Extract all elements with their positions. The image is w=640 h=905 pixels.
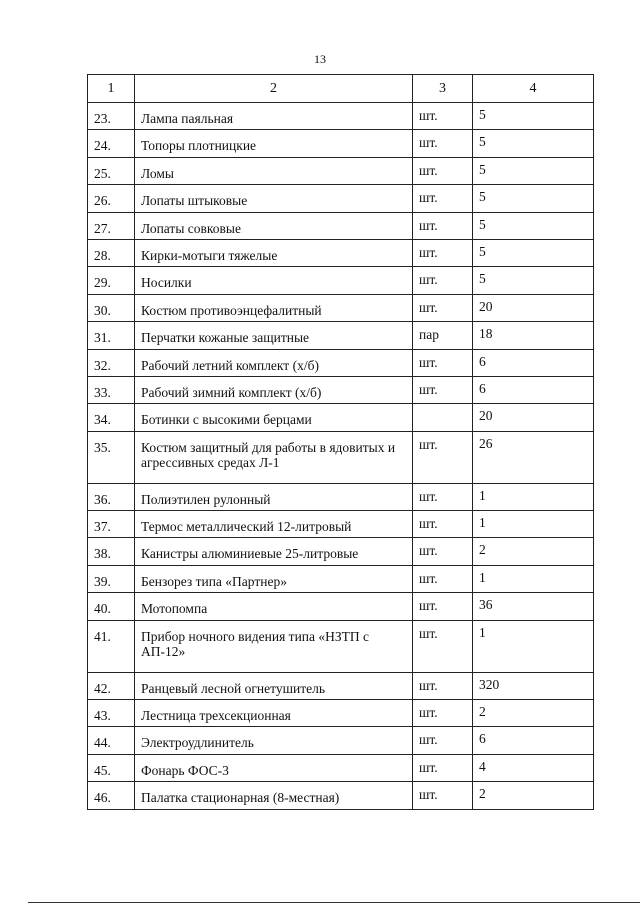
row-number: 36. bbox=[88, 483, 135, 510]
item-quantity: 6 bbox=[473, 349, 594, 376]
item-name: Носилки bbox=[135, 267, 413, 294]
row-number: 39. bbox=[88, 565, 135, 592]
table-row bbox=[88, 185, 594, 212]
item-unit: шт. bbox=[413, 511, 473, 538]
item-quantity: 4 bbox=[473, 754, 594, 781]
item-unit: шт. bbox=[413, 727, 473, 754]
table-row bbox=[88, 565, 594, 592]
item-unit: шт. bbox=[413, 157, 473, 184]
table-header-row bbox=[88, 75, 594, 103]
row-number: 23. bbox=[88, 103, 135, 130]
item-quantity: 5 bbox=[473, 267, 594, 294]
item-unit: шт. bbox=[413, 376, 473, 403]
item-quantity: 5 bbox=[473, 103, 594, 130]
table-row bbox=[88, 376, 594, 403]
table-row bbox=[88, 754, 594, 781]
item-name: Кирки-мотыги тяжелые bbox=[135, 239, 413, 266]
row-number: 46. bbox=[88, 782, 135, 809]
item-unit: шт. bbox=[413, 185, 473, 212]
item-quantity: 20 bbox=[473, 404, 594, 431]
item-quantity: 26 bbox=[473, 431, 594, 483]
header-col-2: 2 bbox=[135, 75, 413, 103]
row-number: 32. bbox=[88, 349, 135, 376]
header-col-3: 3 bbox=[413, 75, 473, 103]
item-quantity: 6 bbox=[473, 727, 594, 754]
table-row bbox=[88, 782, 594, 809]
row-number: 43. bbox=[88, 700, 135, 727]
item-name: Лопаты штыковые bbox=[135, 185, 413, 212]
item-name: Лампа паяльная bbox=[135, 103, 413, 130]
item-name: Лестница трехсекционная bbox=[135, 700, 413, 727]
item-quantity: 36 bbox=[473, 593, 594, 620]
item-unit: шт. bbox=[413, 349, 473, 376]
row-number: 40. bbox=[88, 593, 135, 620]
item-name: Прибор ночного видения типа «НЗТП с АП-12» bbox=[135, 620, 413, 672]
item-unit: шт. bbox=[413, 483, 473, 510]
table-row bbox=[88, 239, 594, 266]
item-unit: шт. bbox=[413, 593, 473, 620]
item-unit: шт. bbox=[413, 103, 473, 130]
table-row bbox=[88, 404, 594, 431]
item-quantity: 20 bbox=[473, 294, 594, 321]
row-number: 45. bbox=[88, 754, 135, 781]
table-row bbox=[88, 483, 594, 510]
table-row bbox=[88, 157, 594, 184]
item-unit: шт. bbox=[413, 538, 473, 565]
table-row bbox=[88, 538, 594, 565]
table-row bbox=[88, 130, 594, 157]
item-unit: шт. bbox=[413, 294, 473, 321]
table-row bbox=[88, 103, 594, 130]
item-unit: шт. bbox=[413, 267, 473, 294]
table-row bbox=[88, 700, 594, 727]
item-quantity: 5 bbox=[473, 239, 594, 266]
item-quantity: 1 bbox=[473, 483, 594, 510]
item-name: Рабочий зимний комплект (х/б) bbox=[135, 376, 413, 403]
item-name: Ранцевый лесной огнетушитель bbox=[135, 672, 413, 699]
row-number: 44. bbox=[88, 727, 135, 754]
item-unit: шт. bbox=[413, 672, 473, 699]
item-quantity: 6 bbox=[473, 376, 594, 403]
equipment-table bbox=[87, 74, 594, 810]
table-row bbox=[88, 294, 594, 321]
item-quantity: 5 bbox=[473, 185, 594, 212]
table-row bbox=[88, 511, 594, 538]
item-name: Полиэтилен рулонный bbox=[135, 483, 413, 510]
item-name: Лопаты совковые bbox=[135, 212, 413, 239]
table-row bbox=[88, 349, 594, 376]
item-unit: шт. bbox=[413, 620, 473, 672]
item-quantity: 1 bbox=[473, 620, 594, 672]
row-number: 25. bbox=[88, 157, 135, 184]
item-quantity: 1 bbox=[473, 565, 594, 592]
item-name: Рабочий летний комплект (х/б) bbox=[135, 349, 413, 376]
item-name: Топоры плотницкие bbox=[135, 130, 413, 157]
item-unit: шт. bbox=[413, 782, 473, 809]
item-unit: шт. bbox=[413, 754, 473, 781]
item-quantity: 1 bbox=[473, 511, 594, 538]
item-quantity: 2 bbox=[473, 782, 594, 809]
table-body bbox=[88, 103, 594, 810]
row-number: 27. bbox=[88, 212, 135, 239]
item-name: Костюм противоэнцефалитный bbox=[135, 294, 413, 321]
item-quantity: 2 bbox=[473, 700, 594, 727]
item-quantity: 5 bbox=[473, 130, 594, 157]
table-row bbox=[88, 672, 594, 699]
item-unit: шт. bbox=[413, 130, 473, 157]
table-row bbox=[88, 727, 594, 754]
row-number: 34. bbox=[88, 404, 135, 431]
item-unit: шт. bbox=[413, 431, 473, 483]
item-quantity: 5 bbox=[473, 157, 594, 184]
header-col-1: 1 bbox=[88, 75, 135, 103]
item-unit: пар bbox=[413, 322, 473, 349]
table-row bbox=[88, 322, 594, 349]
row-number: 30. bbox=[88, 294, 135, 321]
table-row bbox=[88, 593, 594, 620]
item-quantity: 320 bbox=[473, 672, 594, 699]
item-name: Ботинки с высокими берцами bbox=[135, 404, 413, 431]
table-row bbox=[88, 431, 594, 483]
row-number: 33. bbox=[88, 376, 135, 403]
bottom-scan-edge bbox=[28, 902, 640, 903]
page-number: 13 bbox=[314, 52, 326, 66]
table-row bbox=[88, 212, 594, 239]
row-number: 26. bbox=[88, 185, 135, 212]
item-name: Мотопомпа bbox=[135, 593, 413, 620]
item-name: Ломы bbox=[135, 157, 413, 184]
item-quantity: 18 bbox=[473, 322, 594, 349]
item-name: Бензорез типа «Партнер» bbox=[135, 565, 413, 592]
row-number: 38. bbox=[88, 538, 135, 565]
row-number: 28. bbox=[88, 239, 135, 266]
item-name: Перчатки кожаные защитные bbox=[135, 322, 413, 349]
item-unit: шт. bbox=[413, 565, 473, 592]
item-name: Костюм защитный для работы в ядовитых и агрессивных средах Л-1 bbox=[135, 431, 413, 483]
row-number: 35. bbox=[88, 431, 135, 483]
table-row bbox=[88, 267, 594, 294]
item-unit: шт. bbox=[413, 700, 473, 727]
row-number: 24. bbox=[88, 130, 135, 157]
equipment-table-container bbox=[87, 74, 593, 810]
item-name: Палатка стационарная (8-местная) bbox=[135, 782, 413, 809]
table-row bbox=[88, 620, 594, 672]
item-name: Канистры алюминиевые 25-литровые bbox=[135, 538, 413, 565]
header-col-4: 4 bbox=[473, 75, 594, 103]
row-number: 37. bbox=[88, 511, 135, 538]
item-name: Термос металлический 12-литровый bbox=[135, 511, 413, 538]
row-number: 42. bbox=[88, 672, 135, 699]
item-unit: шт. bbox=[413, 212, 473, 239]
item-quantity: 2 bbox=[473, 538, 594, 565]
row-number: 29. bbox=[88, 267, 135, 294]
item-unit bbox=[413, 404, 473, 431]
item-quantity: 5 bbox=[473, 212, 594, 239]
item-name: Фонарь ФОС-3 bbox=[135, 754, 413, 781]
item-name: Электроудлинитель bbox=[135, 727, 413, 754]
item-unit: шт. bbox=[413, 239, 473, 266]
row-number: 41. bbox=[88, 620, 135, 672]
row-number: 31. bbox=[88, 322, 135, 349]
